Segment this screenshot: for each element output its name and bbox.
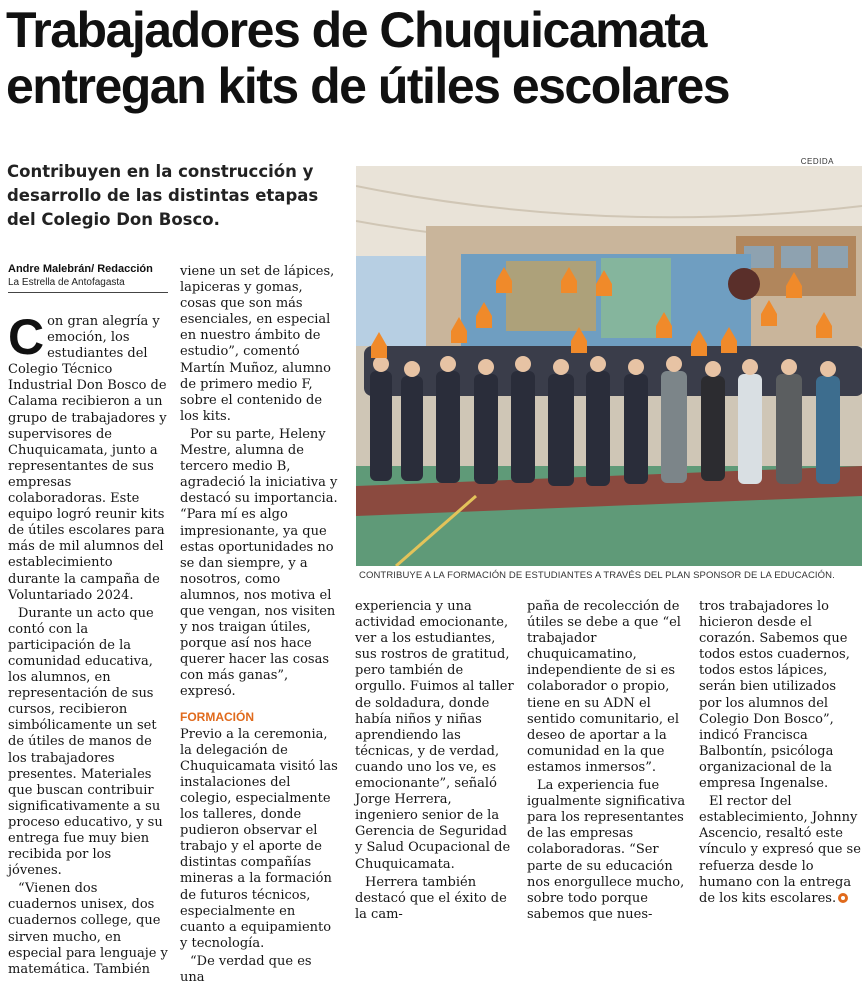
article-paragraph-5: Por su parte, Heleny Mestre, alumna de tercero medio B, agradeció la iniciativa y destacó su importancia. “Para mí es algo impresionante, ya que estas oportunidades no se dan siempre, y a nosotros, como alumnos, nos motiva el que vengan, nos visiten y nos traigan útiles, porque así nos hace querer hacer las cosas con más ganas”, expresó. [180, 426, 338, 700]
byline-author: Andre Malebrán/ Redacción [8, 263, 153, 275]
column-5 [699, 599, 861, 909]
photo-caption: CONTRIBUYE A LA FORMACIÓN DE ESTUDIANTES A TRAVÉS DEL PLAN SPONSOR DE LA EDUCACIÓN. [359, 570, 835, 581]
byline [8, 262, 168, 289]
article-paragraph-10: paña de recolección de útiles se debe a que “el trabajador chuquicamatino, independiente de si es colaborador o propio, tiene en su ADN el sentido comunitario, el deseo de aportar a la comunidad en la que estamos inmersos”. [527, 599, 681, 775]
article-paragraph-8: experiencia y una actividad emocionante, ver a los estudiantes, sus rostros de gratitud, pero también de orgullo. Fuimos al taller de soldadura, donde había niños y niñas aprendiendo las técnicas, y de verdad, cuando uno los ve, es emocionante”, señaló Jorge Herrera, ingeniero senior de la Gerencia de Seguridad y Salud Ocupacional de Chuquicamata. [355, 599, 514, 872]
article-paragraph-9: Herrera también destacó que el éxito de la cam- [355, 874, 507, 922]
article-paragraph-6: Previo a la ceremonia, la delegación de Chuquicamata visitó las instalaciones del colegio, especialmente los talleres, donde pudieron observar el trabajo y el aporte de distintas compañías mineras a la formación de futuros técnicos, especialmente en cuanto a equipamiento y tecnología. [180, 726, 338, 951]
article-paragraph-3: “Vienen dos cuadernos unisex, dos cuadernos college, que sirven mucho, en especial para lenguaje y matemática. También [8, 881, 168, 977]
byline-rule [8, 292, 168, 293]
article-paragraph-12: tros trabajadores lo hicieron desde el corazón. Sabemos que todos estos cuadernos, todos estos lápices, serán bien utilizados por los alumnos del Colegio Don Bosco”, indicó Francisca Balbontín, psicóloga organizacional de la empresa Ingenalse. [699, 599, 850, 792]
byline-source: La Estrella de Antofagasta [8, 277, 125, 288]
photo-illustration [356, 166, 862, 566]
column-2 [180, 264, 340, 988]
deck: Contribuyen en la construcción y desarrollo de las distintas etapas del Colegio Don Bosco. [7, 162, 319, 229]
article-paragraph-11: La experiencia fue igualmente significativa para los representantes de las empresas colaboradoras. “Ser parte de su educación nos enorgullece mucho, sobre todo porque sabemos que nues- [527, 778, 686, 922]
article-paragraph-1-text: on gran alegría y emoción, los estudiantes del Colegio Técnico Industrial Don Bosco de Calama recibieron a un grupo de trabajadores y supervisores de Chuquicamata, junto a representantes de sus empresas colaboradoras. Este equipo logró reunir kits de útiles escolares para más de mil alumnos del establecimiento durante la campaña de Voluntariado 2024. [8, 314, 167, 603]
article-paragraph-13-text: El rector del establecimiento, Johnny Ascencio, resaltó este vínculo y expresó que se refuerza desde lo humano con la entrega de los kits escolares. [699, 794, 861, 906]
column-4 [527, 599, 687, 925]
article-paragraph-4: viene un set de lápices, lapiceras y gomas, cosas que son más esenciales, en especial en nuestro ámbito de estudio”, comentó Martín Muñoz, alumno de primero medio F, sobre el contenido de los kits. [180, 264, 335, 424]
article-paragraph-1 [8, 309, 168, 604]
article-paragraph-2: Durante un acto que contó con la participación de la comunidad educativa, los alumnos, en representación de sus cursos, recibieron simbólicamente un set de útiles de manos de los trabajadores presentes. Materiales que buscan contribuir significativamente a su proceso educativo, y su entrega fue muy bien recibida por los jóvenes. [8, 605, 163, 879]
photo-credit: CEDIDA [800, 157, 834, 166]
column-3 [355, 599, 515, 925]
article-photo [356, 166, 862, 566]
section-subhead: FORMACIÓN [180, 709, 254, 724]
article-paragraph-7: “De verdad que es una [180, 953, 312, 986]
headline: Trabajadores de Chuquicamata entregan kits de útiles escolares [6, 2, 730, 114]
article-paragraph-13 [699, 794, 861, 907]
drop-cap: C [8, 309, 45, 365]
column-1 [8, 309, 168, 980]
end-mark-icon [838, 893, 848, 903]
